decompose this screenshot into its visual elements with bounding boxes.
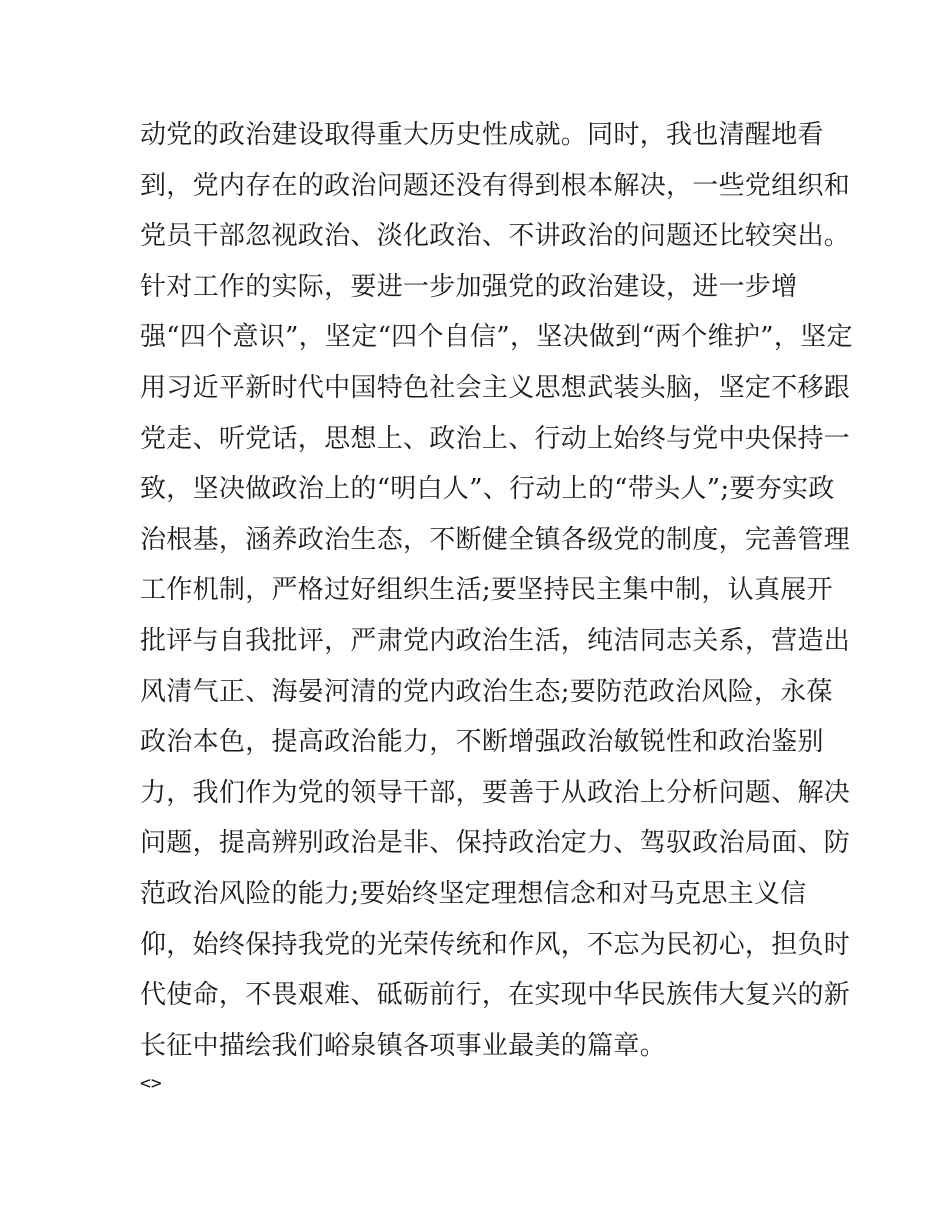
text-line: 问题，提高辨别政治是非、保持政治定力、驾驭政治局面、防 [140,828,851,859]
text-line: 动党的政治建设取得重大历史性成就。同时，我也清醒地看 [140,120,824,150]
text-line: 长征中描绘我们峪泉镇各项事业最美的篇章。 [140,1030,667,1061]
text-line: 工作机制，严格过好组织生活;要坚持民主集中制，认真展开 [140,575,833,606]
text-line: 党员干部忽视政治、淡化政治、不讲政治的问题还比较突出。 [140,221,851,252]
text-line: 力，我们作为党的领导干部，要善于从政治上分析问题、解决 [140,777,851,808]
body-paragraph [140,110,853,1071]
text-line: 针对工作的实际，要进一步加强党的政治建设，进一步增 [140,271,798,302]
text-line: 代使命，不畏艰难、砥砺前行，在实现中华民族伟大复兴的新 [140,980,851,1011]
text-line: 范政治风险的能力;要始终坚定理想信念和对马克思主义信 [140,878,807,909]
text-line: 强“四个意识”，坚定“四个自信”，坚决做到“两个维护”，坚定 [140,322,853,353]
end-marker: <> [140,1073,162,1094]
text-line: 用习近平新时代中国特色社会主义思想武装头脑，坚定不移跟 [140,372,851,403]
text-line: 批评与自我批评，严肃党内政治生活，纯洁同志关系，营造出 [140,625,851,656]
text-line: 治根基，涵养政治生态，不断健全镇各级党的制度，完善管理 [140,524,851,555]
text-line: 政治本色，提高政治能力，不断增强政治敏锐性和政治鉴别 [140,727,824,758]
text-line: 风清气正、海晏河清的党内政治生态;要防范政治风险，永葆 [140,676,833,707]
text-line: 党走、听党话，思想上、政治上、行动上始终与党中央保持一 [140,423,851,454]
text-line: 仰，始终保持我党的光荣传统和作风，不忘为民初心，担负时 [140,929,851,960]
text-line: 致，坚决做政治上的“明白人”、行动上的“带头人”;要夯实政 [140,474,835,505]
text-line: 到，党内存在的政治问题还没有得到根本解决，一些党组织和 [140,170,851,201]
